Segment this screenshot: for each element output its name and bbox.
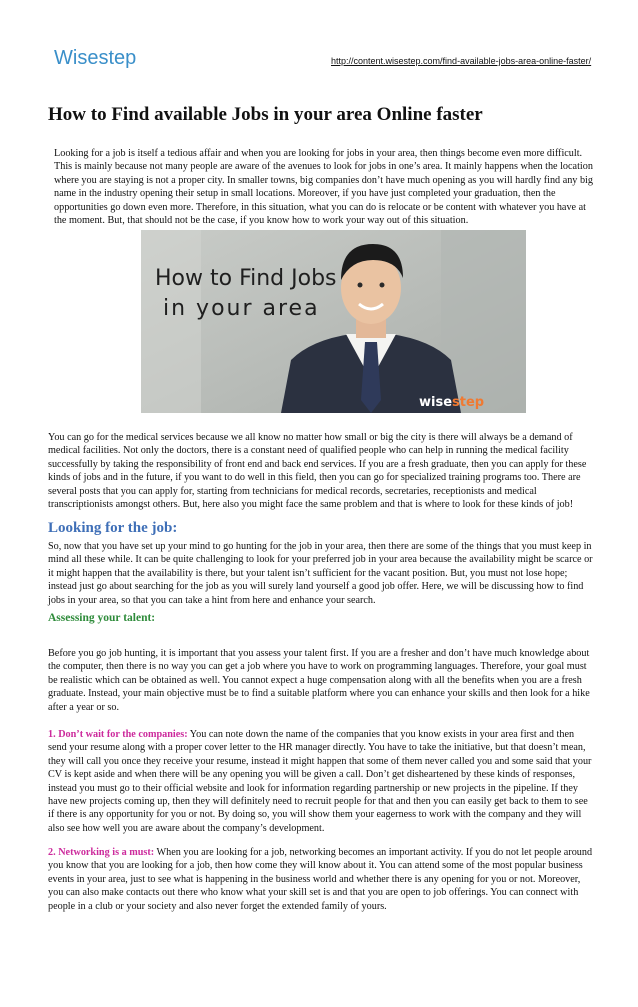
tip-2-paragraph <box>48 846 594 913</box>
hero-logo <box>419 395 484 410</box>
hero-line-1: How to Find Jobs <box>155 266 337 291</box>
tip-1-lead: 1. Don’t wait for the companies: <box>48 729 188 740</box>
hero-logo-b: step <box>452 395 485 410</box>
looking-paragraph: So, now that you have set up your mind to go hunting for the job in your area, then there are some of the things that you must keep in mind all these while. It can be quite challenging to look for your preferred job in your area because the availability might be scarce or it might happen that the availability is there, but your talent isn’t sufficient for the vacant position. But, you must not lose hope; instead just go about searching for the job as you will surely land yourself a good job offer. Here, we will be discussing how to find jobs in your area, so that you can take a hint from here and enhance your search. <box>48 541 593 606</box>
tip-2-lead: 2. Networking is a must: <box>48 847 155 858</box>
section-heading-assess: Assessing your talent: <box>48 612 156 624</box>
section-heading-looking: Looking for the job: <box>48 520 178 536</box>
hero-logo-a: wise <box>419 395 453 410</box>
tip-2-body: When you are looking for a job, networking becomes an important activity. If you do not let people around you know that you are looking for a job, then how come they will know about it. You can attend some of the most popular business events in your area, just to see what is happening in the business world and whether there is any opening for you or not. Moreover, you can also make contacts out there who know what your skill set is and that you are open to job offerings. You can connect with people in a club or your society and also never forget the extended family of yours. <box>48 847 593 912</box>
assess-paragraph: Before you go job hunting, it is important that you assess your talent first. If you are a fresher and don’t have much knowledge about the computer, then there is no way you can get a job where you have to work on programming languages. Therefore, your goal must be realistic which can be obtained as well. You cannot expect a huge compensation along with all the benefits when you are a fresh graduate. Instead, your main objective must be to find a suitable platform where you can enhance your skills and then look for a hike after a year or so. <box>48 648 590 713</box>
intro-paragraph: Looking for a job is itself a tedious affair and when you are looking for jobs in your area, then things become even more difficult. This is mainly because not many people are aware of the avenues to look for jobs in one’s area. It mainly happens when the location where you are staying is not a proper city. In smaller towns, big companies don’t have much opening as you will hardly find any big name in the industry opening their setup in small locations. Moreover, if you have just completed your graduation, then the opportunities go down even more. Therefore, in this situation, what you can do is relocate or be content with whatever you have at the moment. But, that should not be the case, if you know how to work your way out of this situation. <box>54 148 593 227</box>
tip-1-body: You can note down the name of the companies that you know exists in your area first and then send your resume along with a proper cover letter to the HR manager directly. You have to take the initiative, but that doesn’t mean, they will call you once they receive your resume, instead it might happen that some of them never called you and some said that your CV is kept aside and when there will be any opening you will be given a call. Don’t get disheartened by these kinds of responses, instead you must go to their official website and look for information regarding partnership or new projects in the pipeline. If they have new projects coming up, then they will definitely need to recruit people for that and then you can easily get back to them to see if there is any opportunity for you or not. By doing so, you will show them your eagerness to work with the company and they will also see how well you are aware about the company’s development. <box>48 729 592 834</box>
page-title: How to Find available Jobs in your area Online faster <box>48 104 483 125</box>
site-brand: Wisestep <box>54 47 137 69</box>
medical-paragraph: You can go for the medical services because we all know no matter how small or big the city is there will always be a demand of medical facilities. Not only the doctors, there is a constant need of qualified people who can help in running the medical facility successfully by taking the responsibility of front end and back end services. If you are a fresh graduate, then you can apply for these kinds of jobs and in the future, if you want to do well in this field, then you can go for specialized training programs too. There are several posts that you can apply for, starting from technicians for medical records, secretaries, receptionists and medical transcriptionists amongst others. But, here also you might face the same problem and that is where to look for these kinds of job! <box>48 432 587 511</box>
tip-1-paragraph <box>48 728 594 835</box>
hero-line-2: in your area <box>163 296 320 321</box>
source-url-link[interactable]: http://content.wisestep.com/find-available-jobs-area-online-faster/ <box>331 56 592 66</box>
hero-image <box>141 230 526 413</box>
